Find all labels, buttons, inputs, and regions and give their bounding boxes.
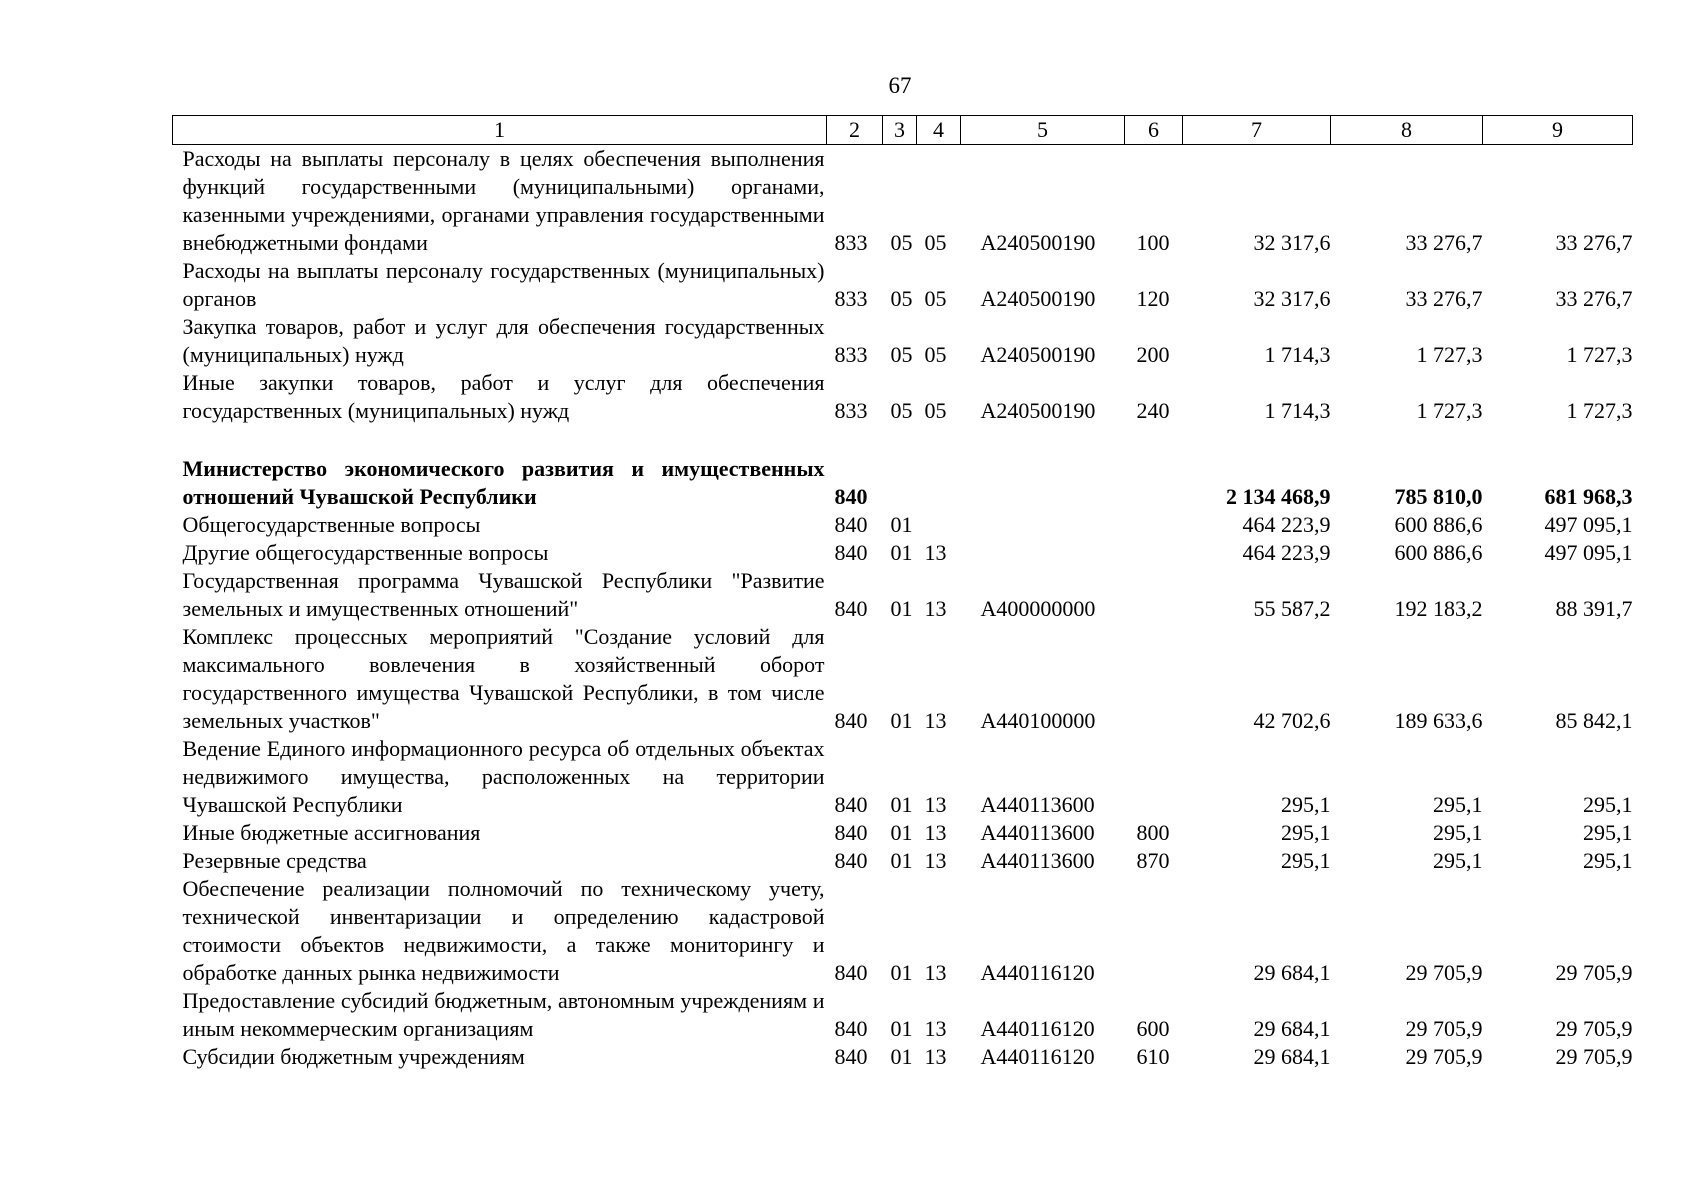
row-subsection-code: [917, 455, 961, 511]
ministry-total-row: [173, 455, 1633, 511]
row-section-code: 01: [890, 1016, 913, 1041]
table-row: [173, 1043, 1633, 1071]
row-value-col9: 29 705,9: [1555, 1044, 1633, 1069]
table-row: [173, 539, 1633, 567]
row-name: Комплекс процессных мероприятий "Создание условий для максимального вовлечения в хозяйственный оборот государственного имущества Чувашской Республики, в том числе земельных участков": [182, 624, 825, 733]
row-value-col7: 1 714,3: [1264, 398, 1331, 423]
row-target-article: А240500190: [980, 230, 1096, 255]
row-name: Закупка товаров, работ и услуг для обеспечения государственных (муниципальных) нужд: [182, 314, 825, 367]
row-ministry-code: 840: [834, 848, 868, 873]
row-expense-type: [1125, 875, 1183, 987]
row-value-col8: 295,1: [1433, 820, 1483, 845]
table-row: [173, 735, 1633, 819]
row-ministry-code: 840: [834, 484, 868, 509]
table-row: [173, 567, 1633, 623]
row-name: Иные бюджетные ассигнования: [182, 820, 481, 845]
row-value-col8: 29 705,9: [1405, 1016, 1483, 1041]
row-target-article: А440113600: [980, 848, 1095, 873]
row-section-code: 01: [890, 960, 913, 985]
row-section-code: [883, 455, 917, 511]
row-ministry-code: 840: [834, 792, 868, 817]
row-subsection-code: 13: [924, 960, 947, 985]
table-header: [173, 116, 1633, 145]
row-section-code: 05: [890, 398, 913, 423]
row-section-code: 01: [890, 820, 913, 845]
row-value-col9: 295,1: [1583, 792, 1633, 817]
header-col-7: 7: [1183, 116, 1331, 145]
row-section-code: 05: [890, 230, 913, 255]
row-ministry-code: 840: [834, 596, 868, 621]
row-subsection-code: [917, 511, 961, 539]
row-target-article: А240500190: [980, 342, 1096, 367]
header-col-5: 5: [961, 116, 1125, 145]
row-target-article: А440100000: [980, 708, 1096, 733]
header-col-2: 2: [827, 116, 883, 145]
row-value-col9: 29 705,9: [1555, 1016, 1633, 1041]
row-value-col8: 29 705,9: [1405, 1044, 1483, 1069]
row-subsection-code: 13: [924, 596, 947, 621]
row-target-article: А240500190: [980, 286, 1096, 311]
row-value-col8: 189 633,6: [1394, 708, 1483, 733]
row-value-col8: 785 810,0: [1394, 484, 1483, 509]
row-value-col8: 1 727,3: [1416, 342, 1483, 367]
header-col-4: 4: [917, 116, 961, 145]
row-value-col9: 681 968,3: [1544, 484, 1633, 509]
row-section-code: 01: [890, 596, 913, 621]
row-value-col8: 33 276,7: [1405, 230, 1483, 255]
row-value-col7: 29 684,1: [1253, 1016, 1331, 1041]
row-value-col7: 42 702,6: [1253, 708, 1331, 733]
spacer-row: [173, 425, 1633, 455]
row-section-code: 01: [890, 792, 913, 817]
row-value-col8: 600 886,6: [1394, 512, 1483, 537]
row-value-col9: 1 727,3: [1566, 398, 1633, 423]
row-expense-type: [1125, 511, 1183, 539]
row-section-code: 05: [890, 286, 913, 311]
row-section-code: 01: [890, 848, 913, 873]
row-target-article: [961, 455, 1125, 511]
row-name: Иные закупки товаров, работ и услуг для обеспечения государственных (муниципальных) нужд: [182, 370, 825, 423]
row-name: Министерство экономического развития и имущественных отношений Чувашской Республики: [182, 456, 825, 509]
row-target-article: А440113600: [980, 792, 1095, 817]
table-row: [173, 145, 1633, 258]
row-target-article: А240500190: [980, 398, 1096, 423]
row-expense-type: 120: [1136, 286, 1170, 311]
row-target-article: А440116120: [980, 1016, 1095, 1041]
row-ministry-code: 840: [834, 512, 868, 537]
row-value-col7: 295,1: [1281, 792, 1331, 817]
table-body: [173, 145, 1633, 1072]
row-expense-type: 200: [1136, 342, 1170, 367]
row-value-col7: 29 684,1: [1253, 960, 1331, 985]
row-subsection-code: 13: [924, 540, 947, 565]
row-ministry-code: 833: [834, 398, 868, 423]
row-expense-type: 100: [1136, 230, 1170, 255]
table-row: [173, 257, 1633, 313]
row-value-col9: 29 705,9: [1555, 960, 1633, 985]
page-number: 67: [888, 73, 912, 98]
row-name: Общегосударственные вопросы: [182, 512, 481, 537]
row-value-col8: 29 705,9: [1405, 960, 1483, 985]
row-subsection-code: 13: [924, 792, 947, 817]
row-expense-type: 610: [1136, 1044, 1170, 1069]
row-value-col9: 33 276,7: [1555, 230, 1633, 255]
row-target-article: А400000000: [980, 596, 1096, 621]
table-row: [173, 511, 1633, 539]
row-ministry-code: 840: [834, 960, 868, 985]
row-ministry-code: 840: [834, 820, 868, 845]
row-name: Предоставление субсидий бюджетным, автономным учреждениям и иным некоммерческим организациям: [182, 988, 825, 1041]
table-row: [173, 987, 1633, 1043]
row-subsection-code: 05: [924, 286, 947, 311]
row-expense-type: [1125, 539, 1183, 567]
row-target-article: [961, 539, 1125, 567]
row-section-code: 01: [890, 540, 913, 565]
row-subsection-code: 13: [924, 1044, 947, 1069]
row-expense-type: [1125, 455, 1183, 511]
row-value-col8: 600 886,6: [1394, 540, 1483, 565]
row-ministry-code: 833: [834, 286, 868, 311]
row-subsection-code: 05: [924, 342, 947, 367]
row-expense-type: 600: [1136, 1016, 1170, 1041]
table-row: [173, 875, 1633, 987]
row-section-code: 05: [890, 342, 913, 367]
header-col-1: 1: [173, 116, 827, 145]
row-name: Ведение Единого информационного ресурса об отдельных объектах недвижимого имущества, расположенных на территории Чувашской Республики: [182, 736, 825, 817]
spacer-cell: [173, 425, 1633, 455]
row-value-col7: 295,1: [1281, 848, 1331, 873]
row-expense-type: [1125, 623, 1183, 735]
row-value-col7: 29 684,1: [1253, 1044, 1331, 1069]
row-value-col8: 33 276,7: [1405, 286, 1483, 311]
row-value-col8: 295,1: [1433, 792, 1483, 817]
row-value-col9: 33 276,7: [1555, 286, 1633, 311]
row-ministry-code: 840: [834, 1016, 868, 1041]
row-value-col8: 295,1: [1433, 848, 1483, 873]
row-expense-type: 240: [1136, 398, 1170, 423]
row-value-col9: 1 727,3: [1566, 342, 1633, 367]
row-value-col7: 55 587,2: [1253, 596, 1331, 621]
row-value-col7: 464 223,9: [1242, 512, 1331, 537]
table-row: [173, 623, 1633, 735]
table-row: [173, 369, 1633, 425]
row-name: Субсидии бюджетным учреждениям: [182, 1044, 525, 1069]
header-col-9: 9: [1483, 116, 1633, 145]
row-value-col7: 295,1: [1281, 820, 1331, 845]
row-subsection-code: 13: [924, 708, 947, 733]
row-subsection-code: 05: [924, 230, 947, 255]
row-section-code: 01: [890, 1044, 913, 1069]
row-target-article: А440116120: [980, 1044, 1095, 1069]
row-name: Расходы на выплаты персоналу в целях обеспечения выполнения функций государственными (муниципальными) органами, казенными учреждениями, органами управления государственными внебюджетными фондами: [182, 146, 825, 255]
row-section-code: 01: [890, 708, 913, 733]
row-subsection-code: 13: [924, 1016, 947, 1041]
row-name: Расходы на выплаты персоналу государственных (муниципальных) органов: [182, 258, 825, 311]
row-value-col7: 32 317,6: [1253, 286, 1331, 311]
row-value-col7: 1 714,3: [1264, 342, 1331, 367]
row-expense-type: [1125, 567, 1183, 623]
row-ministry-code: 833: [834, 342, 868, 367]
row-name: Государственная программа Чувашской Республики "Развитие земельных и имущественных отношений": [182, 568, 825, 621]
header-row: [173, 116, 1633, 145]
row-value-col9: 295,1: [1583, 848, 1633, 873]
row-expense-type: 870: [1136, 848, 1170, 873]
row-target-article: А440116120: [980, 960, 1095, 985]
row-ministry-code: 840: [834, 1044, 868, 1069]
header-col-6: 6: [1125, 116, 1183, 145]
row-name: Резервные средства: [182, 848, 367, 873]
row-expense-type: [1125, 735, 1183, 819]
row-target-article: [961, 511, 1125, 539]
table-row: [173, 847, 1633, 875]
header-col-8: 8: [1331, 116, 1483, 145]
table-row: [173, 313, 1633, 369]
row-value-col9: 497 095,1: [1544, 512, 1633, 537]
header-col-3: 3: [883, 116, 917, 145]
row-value-col8: 1 727,3: [1416, 398, 1483, 423]
row-value-col9: 88 391,7: [1555, 596, 1633, 621]
row-subsection-code: 05: [924, 398, 947, 423]
row-subsection-code: 13: [924, 848, 947, 873]
row-ministry-code: 833: [834, 230, 868, 255]
row-value-col7: 2 134 468,9: [1226, 484, 1331, 509]
row-ministry-code: 840: [834, 540, 868, 565]
row-target-article: А440113600: [980, 820, 1095, 845]
row-name: Другие общегосударственные вопросы: [182, 540, 549, 565]
row-value-col7: 464 223,9: [1242, 540, 1331, 565]
row-name: Обеспечение реализации полномочий по техническому учету, технической инвентаризации и определению кадастровой стоимости объектов недвижимости, а также мониторингу и обработке данных рынка недвижимости: [182, 876, 825, 985]
row-subsection-code: 13: [924, 820, 947, 845]
row-value-col9: 295,1: [1583, 820, 1633, 845]
row-value-col8: 192 183,2: [1394, 596, 1483, 621]
row-value-col7: 32 317,6: [1253, 230, 1331, 255]
row-value-col9: 497 095,1: [1544, 540, 1633, 565]
row-ministry-code: 840: [834, 708, 868, 733]
row-section-code: 01: [890, 512, 913, 537]
table-row: [173, 819, 1633, 847]
budget-table: [172, 115, 1633, 1071]
row-value-col9: 85 842,1: [1555, 708, 1633, 733]
row-expense-type: 800: [1136, 820, 1170, 845]
